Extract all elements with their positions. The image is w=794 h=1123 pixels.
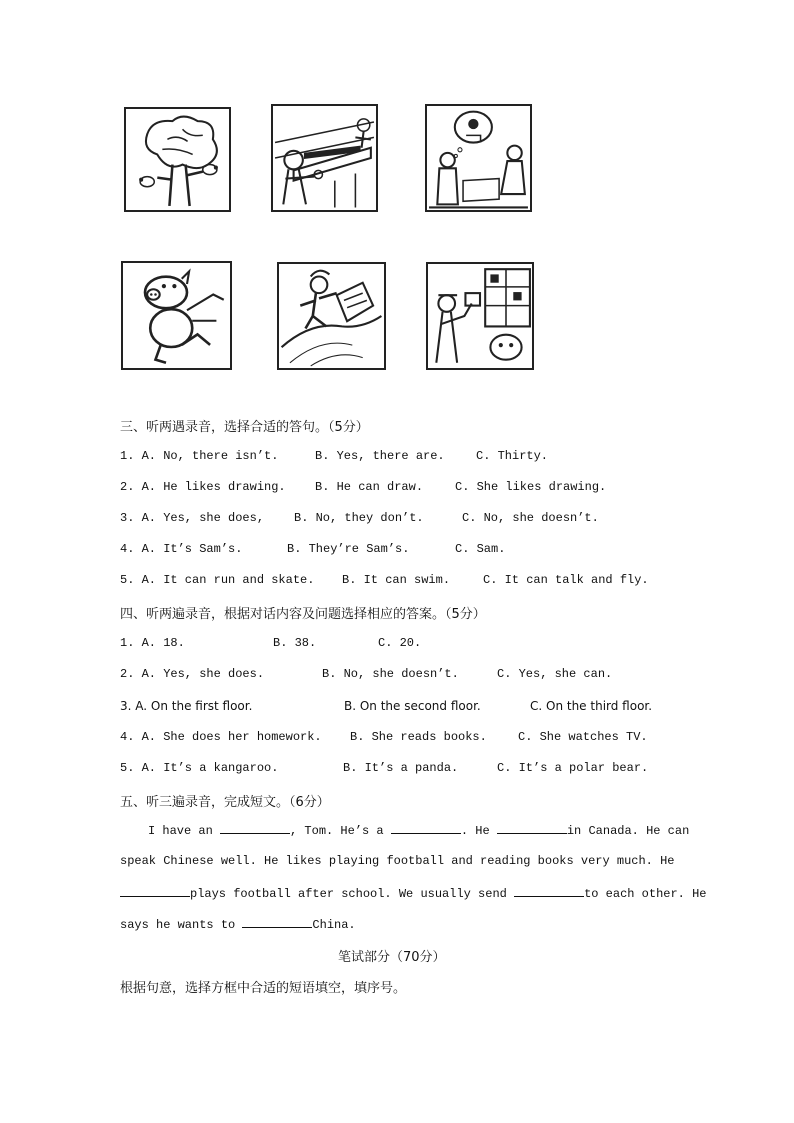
option-a: 2. A. He likes drawing. [120,480,286,494]
option-a: 3. A. On the first floor. [120,699,253,713]
tree-birds-icon [126,109,229,210]
blank-6[interactable] [242,916,312,928]
option-c: C. She watches TV. [518,730,648,744]
option-b: B. On the second floor. [344,699,481,713]
option-b: B. It can swim. [342,573,451,587]
option-c: C. It can talk and fly. [483,573,649,587]
picture-6 [426,262,534,370]
option-c: C. On the third floor. [530,699,653,713]
passage-line-4: says he wants to China. [120,918,356,932]
section-3-heading: 三、听两遇录音，选择合适的答句。（5分） [120,420,369,435]
picture-1 [124,107,231,212]
written-part-title: 笔试部分（70分） [338,950,446,965]
option-c: C. It’s a polar bear. [497,761,649,775]
blank-5[interactable] [514,885,584,897]
option-a: 3. A. Yes, she does, [120,511,265,525]
boy-skating-icon [279,264,384,368]
blank-1[interactable] [220,822,290,834]
section-5-heading: 五、听三遍录音，完成短文。（6分） [120,795,330,810]
option-b: B. No, they don’t. [294,511,424,525]
blank-2[interactable] [391,822,461,834]
blank-4[interactable] [120,885,190,897]
option-a: 5. A. It can run and skate. [120,573,315,587]
option-a: 5. A. It’s a kangaroo. [120,761,279,775]
option-c: C. Sam. [455,542,506,556]
option-b: B. It’s a panda. [343,761,459,775]
blank-3[interactable] [497,822,567,834]
option-a: 4. A. It’s Sam’s. [120,542,243,556]
option-b: B. They’re Sam’s. [287,542,410,556]
option-c: C. Thirty. [476,449,549,463]
written-instruction: 根据句意，选择方框中合适的短语填空，填序号。 [120,981,407,996]
family-thinking-icon [427,106,530,210]
option-b: B. He can draw. [315,480,424,494]
section-4-heading: 四、听两遍录音，根据对话内容及问题选择相应的答案。（5分） [120,607,486,622]
option-b: B. Yes, there are. [315,449,445,463]
option-b: B. No, she doesn’t. [322,667,459,681]
option-a: 1. A. 18. [120,636,185,650]
option-c: C. Yes, she can. [497,667,613,681]
picture-5 [277,262,386,370]
passage-line-3: plays football after school. We usually send to each other. He [120,885,706,901]
ping-pong-icon [273,106,376,210]
passage-line-2: speak Chinese well. He likes playing football and reading books very much. He [120,854,675,868]
picture-2 [271,104,378,212]
picture-4 [121,261,232,370]
pig-dancing-icon [123,263,230,368]
shopping-scene-icon [428,264,532,368]
option-a: 1. A. No, there isn’t. [120,449,279,463]
option-c: C. No, she doesn’t. [462,511,599,525]
option-a: 4. A. She does her homework. [120,730,322,744]
option-b: B. She reads books. [350,730,487,744]
picture-3 [425,104,532,212]
passage-line-1: I have an , Tom. He’s a . He in Canada. He can [148,824,690,838]
option-c: C. 20. [378,636,422,650]
option-b: B. 38. [273,636,317,650]
option-a: 2. A. Yes, she does. [120,667,265,681]
option-c: C. She likes drawing. [455,480,607,494]
